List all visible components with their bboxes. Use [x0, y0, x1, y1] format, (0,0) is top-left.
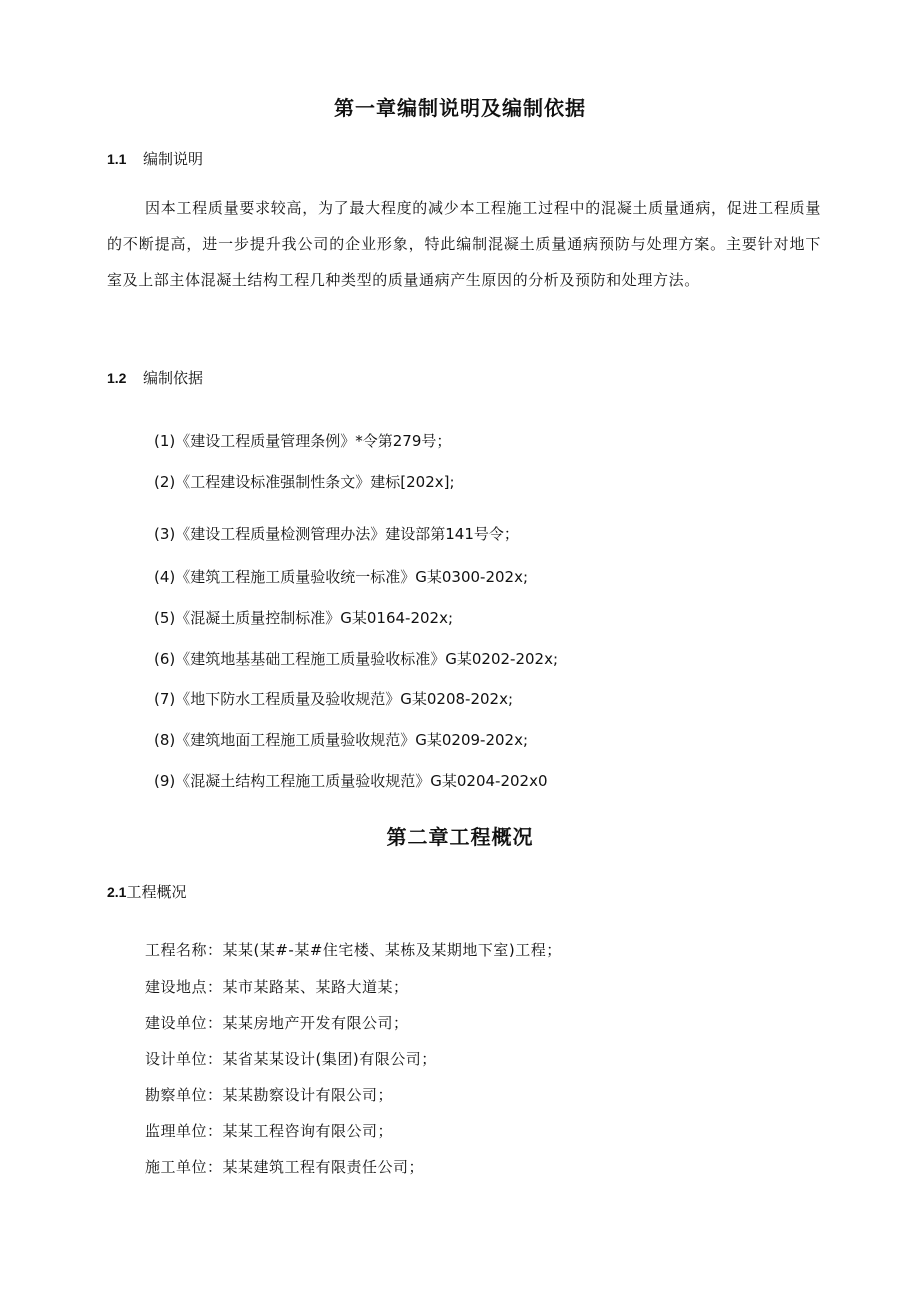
section-1-1-heading — [107, 148, 203, 169]
project-info-item: 施工单位：某某建筑工程有限责任公司； — [145, 1158, 425, 1176]
reference-item: (2)《工程建设标准强制性条文》建标[202x]; — [154, 473, 455, 491]
chapter-2-title: 第二章工程概况 — [386, 825, 534, 849]
section-title: 编制说明 — [143, 150, 204, 168]
reference-item: (9)《混凝土结构工程施工质量验收规范》G某0204-202x0 — [154, 772, 548, 790]
reference-item: (6)《建筑地基基础工程施工质量验收标准》G某0202-202x; — [154, 650, 559, 668]
project-info-item: 建设单位：某某房地产开发有限公司； — [145, 1014, 409, 1032]
reference-item: (5)《混凝土质量控制标准》G某0164-202x; — [154, 609, 454, 627]
project-info-item: 建设地点：某市某路某、某路大道某； — [145, 978, 409, 996]
section-title: 编制依据 — [143, 369, 204, 387]
project-info-item: 勘察单位：某某勘察设计有限公司； — [145, 1086, 394, 1104]
reference-item: (3)《建设工程质量检测管理办法》建设部第141号令； — [154, 525, 519, 543]
section-number: 1.2 — [107, 370, 127, 386]
reference-item: (7)《地下防水工程质量及验收规范》G某0208-202x; — [154, 690, 514, 708]
reference-item: (4)《建筑工程施工质量验收统一标准》G某0300-202x; — [154, 568, 529, 586]
reference-item: (8)《建筑地面工程施工质量验收规范》G某0209-202x; — [154, 731, 529, 749]
section-1-1-paragraph: 因本工程质量要求较高，为了最大程度的减少本工程施工过程中的混凝土质量通病，促进工程质量的不断提高，进一步提升我公司的企业形象，特此编制混凝土质量通病预防与处理方案。主要针对地下室及上部主体混凝土结构工程几种类型的质量通病产生原因的分析及预防和处理方法。 — [107, 199, 821, 289]
reference-item: (1)《建设工程质量管理条例》*令第279号； — [154, 432, 452, 450]
project-info-item: 监理单位：某某工程咨询有限公司； — [145, 1122, 394, 1140]
section-title: 工程概况 — [126, 883, 187, 901]
project-info-item: 设计单位：某省某某设计(集团)有限公司； — [145, 1050, 437, 1068]
chapter-1-title: 第一章编制说明及编制依据 — [334, 96, 586, 120]
section-number: 2.1 — [107, 884, 127, 900]
section-1-2-heading — [107, 367, 203, 388]
project-info-item: 工程名称：某某(某#-某#住宅楼、某栋及某期地下室)工程； — [145, 941, 562, 959]
section-number: 1.1 — [107, 151, 127, 167]
section-2-1-heading — [107, 881, 186, 902]
